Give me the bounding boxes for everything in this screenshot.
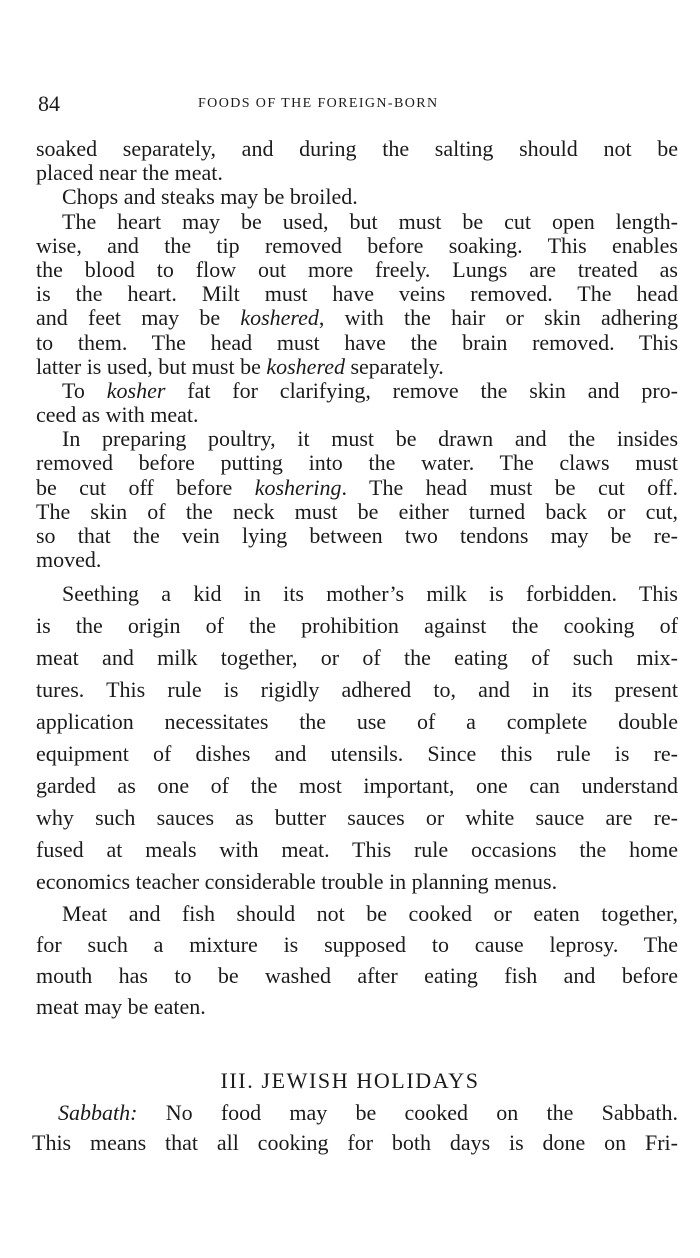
text-line: to them. The head must have the brain removed. This: [36, 330, 678, 355]
text-line: is the heart. Milt must have veins removed. The head: [36, 282, 678, 307]
text-line: meat may be eaten.: [36, 994, 206, 1020]
text-line: tures. This rule is rigidly adhered to, and in its present: [36, 677, 678, 703]
text-line: removed before putting into the water. The claws must: [36, 451, 678, 476]
text-line: To kosher fat for clarifying, remove the skin and pro-: [62, 378, 678, 403]
text-line: soaked separately, and during the salting should not be: [36, 137, 678, 161]
text-line: In preparing poultry, it must be drawn and the insides: [62, 427, 678, 452]
text-line: the blood to flow out more freely. Lungs are treated as: [36, 257, 678, 282]
text-line: economics teacher considerable trouble in planning menus.: [36, 869, 558, 895]
running-title: FOODS OF THE FOREIGN-BORN: [198, 96, 439, 111]
text-line: mouth has to be washed after eating fish and before: [36, 963, 678, 989]
text-line: moved.: [36, 548, 102, 573]
text-line: ceed as with meat.: [36, 403, 199, 428]
text-line: garded as one of the most important, one can understand: [36, 773, 678, 799]
page-number: 84: [38, 91, 60, 116]
text-line: why such sauces as butter sauces or white sauce are re-: [36, 805, 678, 831]
text-line: Meat and fish should not be cooked or eaten together,: [62, 901, 678, 927]
text-line: be cut off before koshering. The head must be cut off.: [36, 475, 678, 500]
text-line: so that the vein lying between two tendons may be re-: [36, 524, 678, 548]
text-line: application necessitates the use of a complete double: [36, 709, 678, 735]
text-line: meat and milk together, or of the eating of such mix-: [36, 645, 678, 671]
text-line: Seething a kid in its mother’s milk is forbidden. This: [62, 581, 678, 607]
text-line: Chops and steaks may be broiled.: [62, 185, 358, 210]
body-text: [36, 137, 678, 1022]
text-line: Sabbath: No food may be cooked on the Sabbath.: [58, 1100, 678, 1125]
text-line: latter is used, but must be koshered separately.: [36, 354, 444, 379]
text-line: is the origin of the prohibition against the cooking of: [36, 613, 678, 639]
text-line: wise, and the tip removed before soaking. This enables: [36, 233, 678, 258]
text-line: The heart may be used, but must be cut open length-: [62, 209, 678, 234]
text-line: placed near the meat.: [36, 161, 223, 186]
section-text: [32, 1098, 678, 1158]
text-line: equipment of dishes and utensils. Since this rule is re-: [36, 741, 678, 767]
text-line: for such a mixture is supposed to cause leprosy. The: [36, 932, 678, 958]
section-heading: III. JEWISH HOLIDAYS: [220, 1068, 480, 1093]
text-line: fused at meals with meat. This rule occasions the home: [36, 837, 678, 863]
page-header: [38, 88, 680, 120]
text-line: The skin of the neck must be either turned back or cut,: [36, 499, 678, 524]
text-line: and feet may be koshered, with the hair or skin adhering: [36, 306, 678, 331]
text-line: This means that all cooking for both days is done on Fri-: [32, 1130, 678, 1155]
